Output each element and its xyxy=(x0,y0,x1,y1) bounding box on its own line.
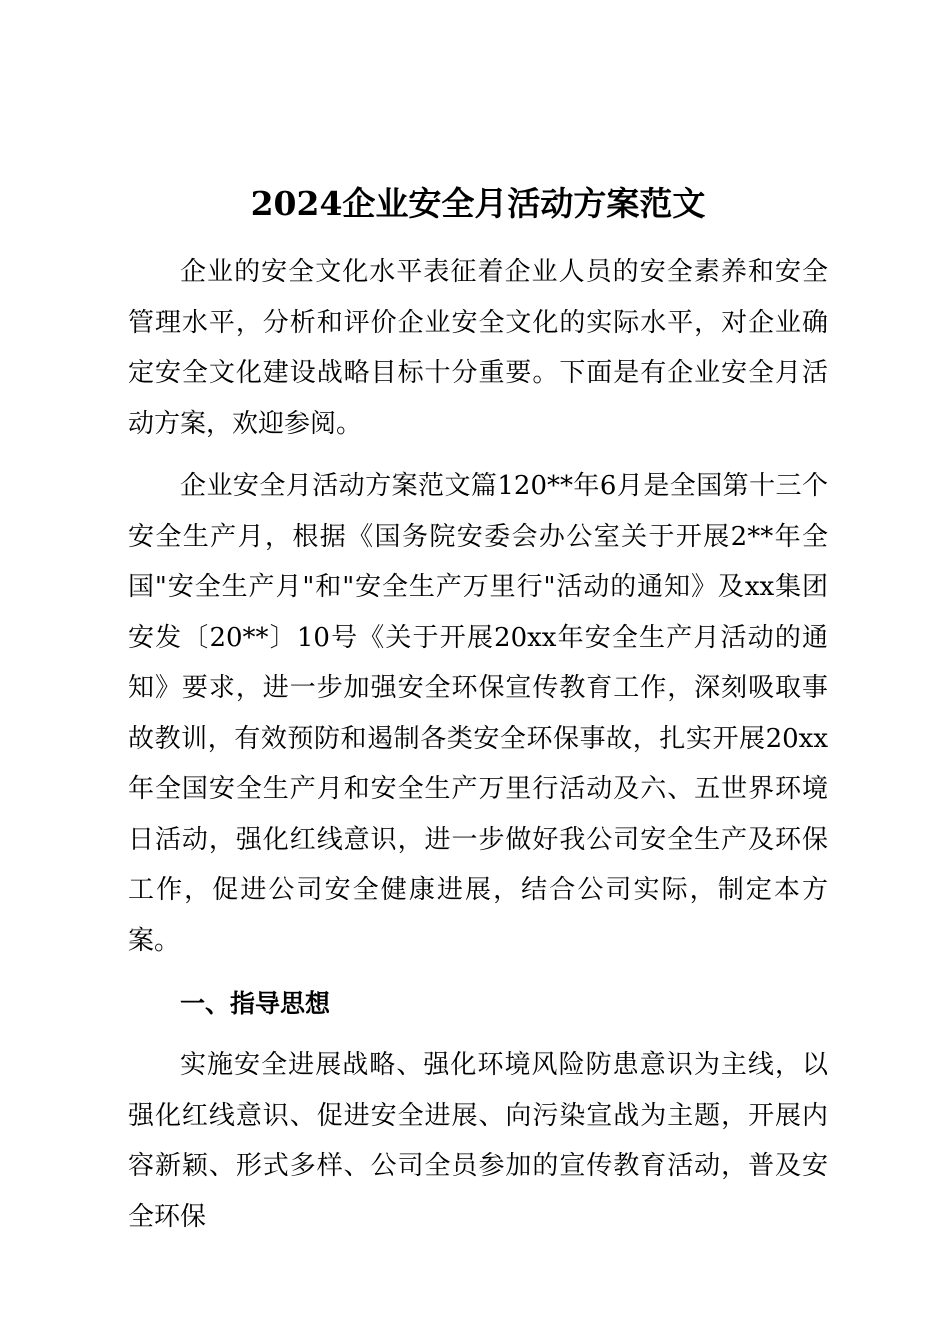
section-paragraph-guiding-ideology: 实施安全进展战略、强化环境风险防患意识为主线，以强化红线意识、促进安全进展、向污染宣战为主题，开展内容新颖、形式多样、公司全员参加的宣传教育活动，普及安全环保 xyxy=(128,1050,828,1232)
section-heading-guiding-ideology: 一、指导思想 xyxy=(180,989,331,1018)
intro-paragraph: 企业的安全文化水平表征着企业人员的安全素养和安全管理水平，分析和评价企业安全文化的实际水平，对企业确定安全文化建设战略目标十分重要。下面是有企业安全月活动方案，欢迎参阅。 xyxy=(128,257,828,439)
body-paragraph: 企业安全月活动方案范文篇120**年6月是全国第十三个安全生产月，根据《国务院安委会办公室关于开展2**年全国"安全生产月"和"安全生产万里行"活动的通知》及xx集团安发〔20**〕10号《关于开展20xx年安全生产月活动的通知》要求，进一步加强安全环保宣传教育工作，深刻吸取事故教训，有效预防和遏制各类安全环保事故，扎实开展20xx年全国安全生产月和安全生产万里行活动及六、五世界环境日活动，强化红线意识，进一步做好我公司安全生产及环保工作，促进公司安全健康进展，结合公司实际，制定本方案。 xyxy=(128,471,828,956)
document-content xyxy=(128,180,828,1242)
document-title: 2024企业安全月活动方案范文 xyxy=(250,184,706,223)
